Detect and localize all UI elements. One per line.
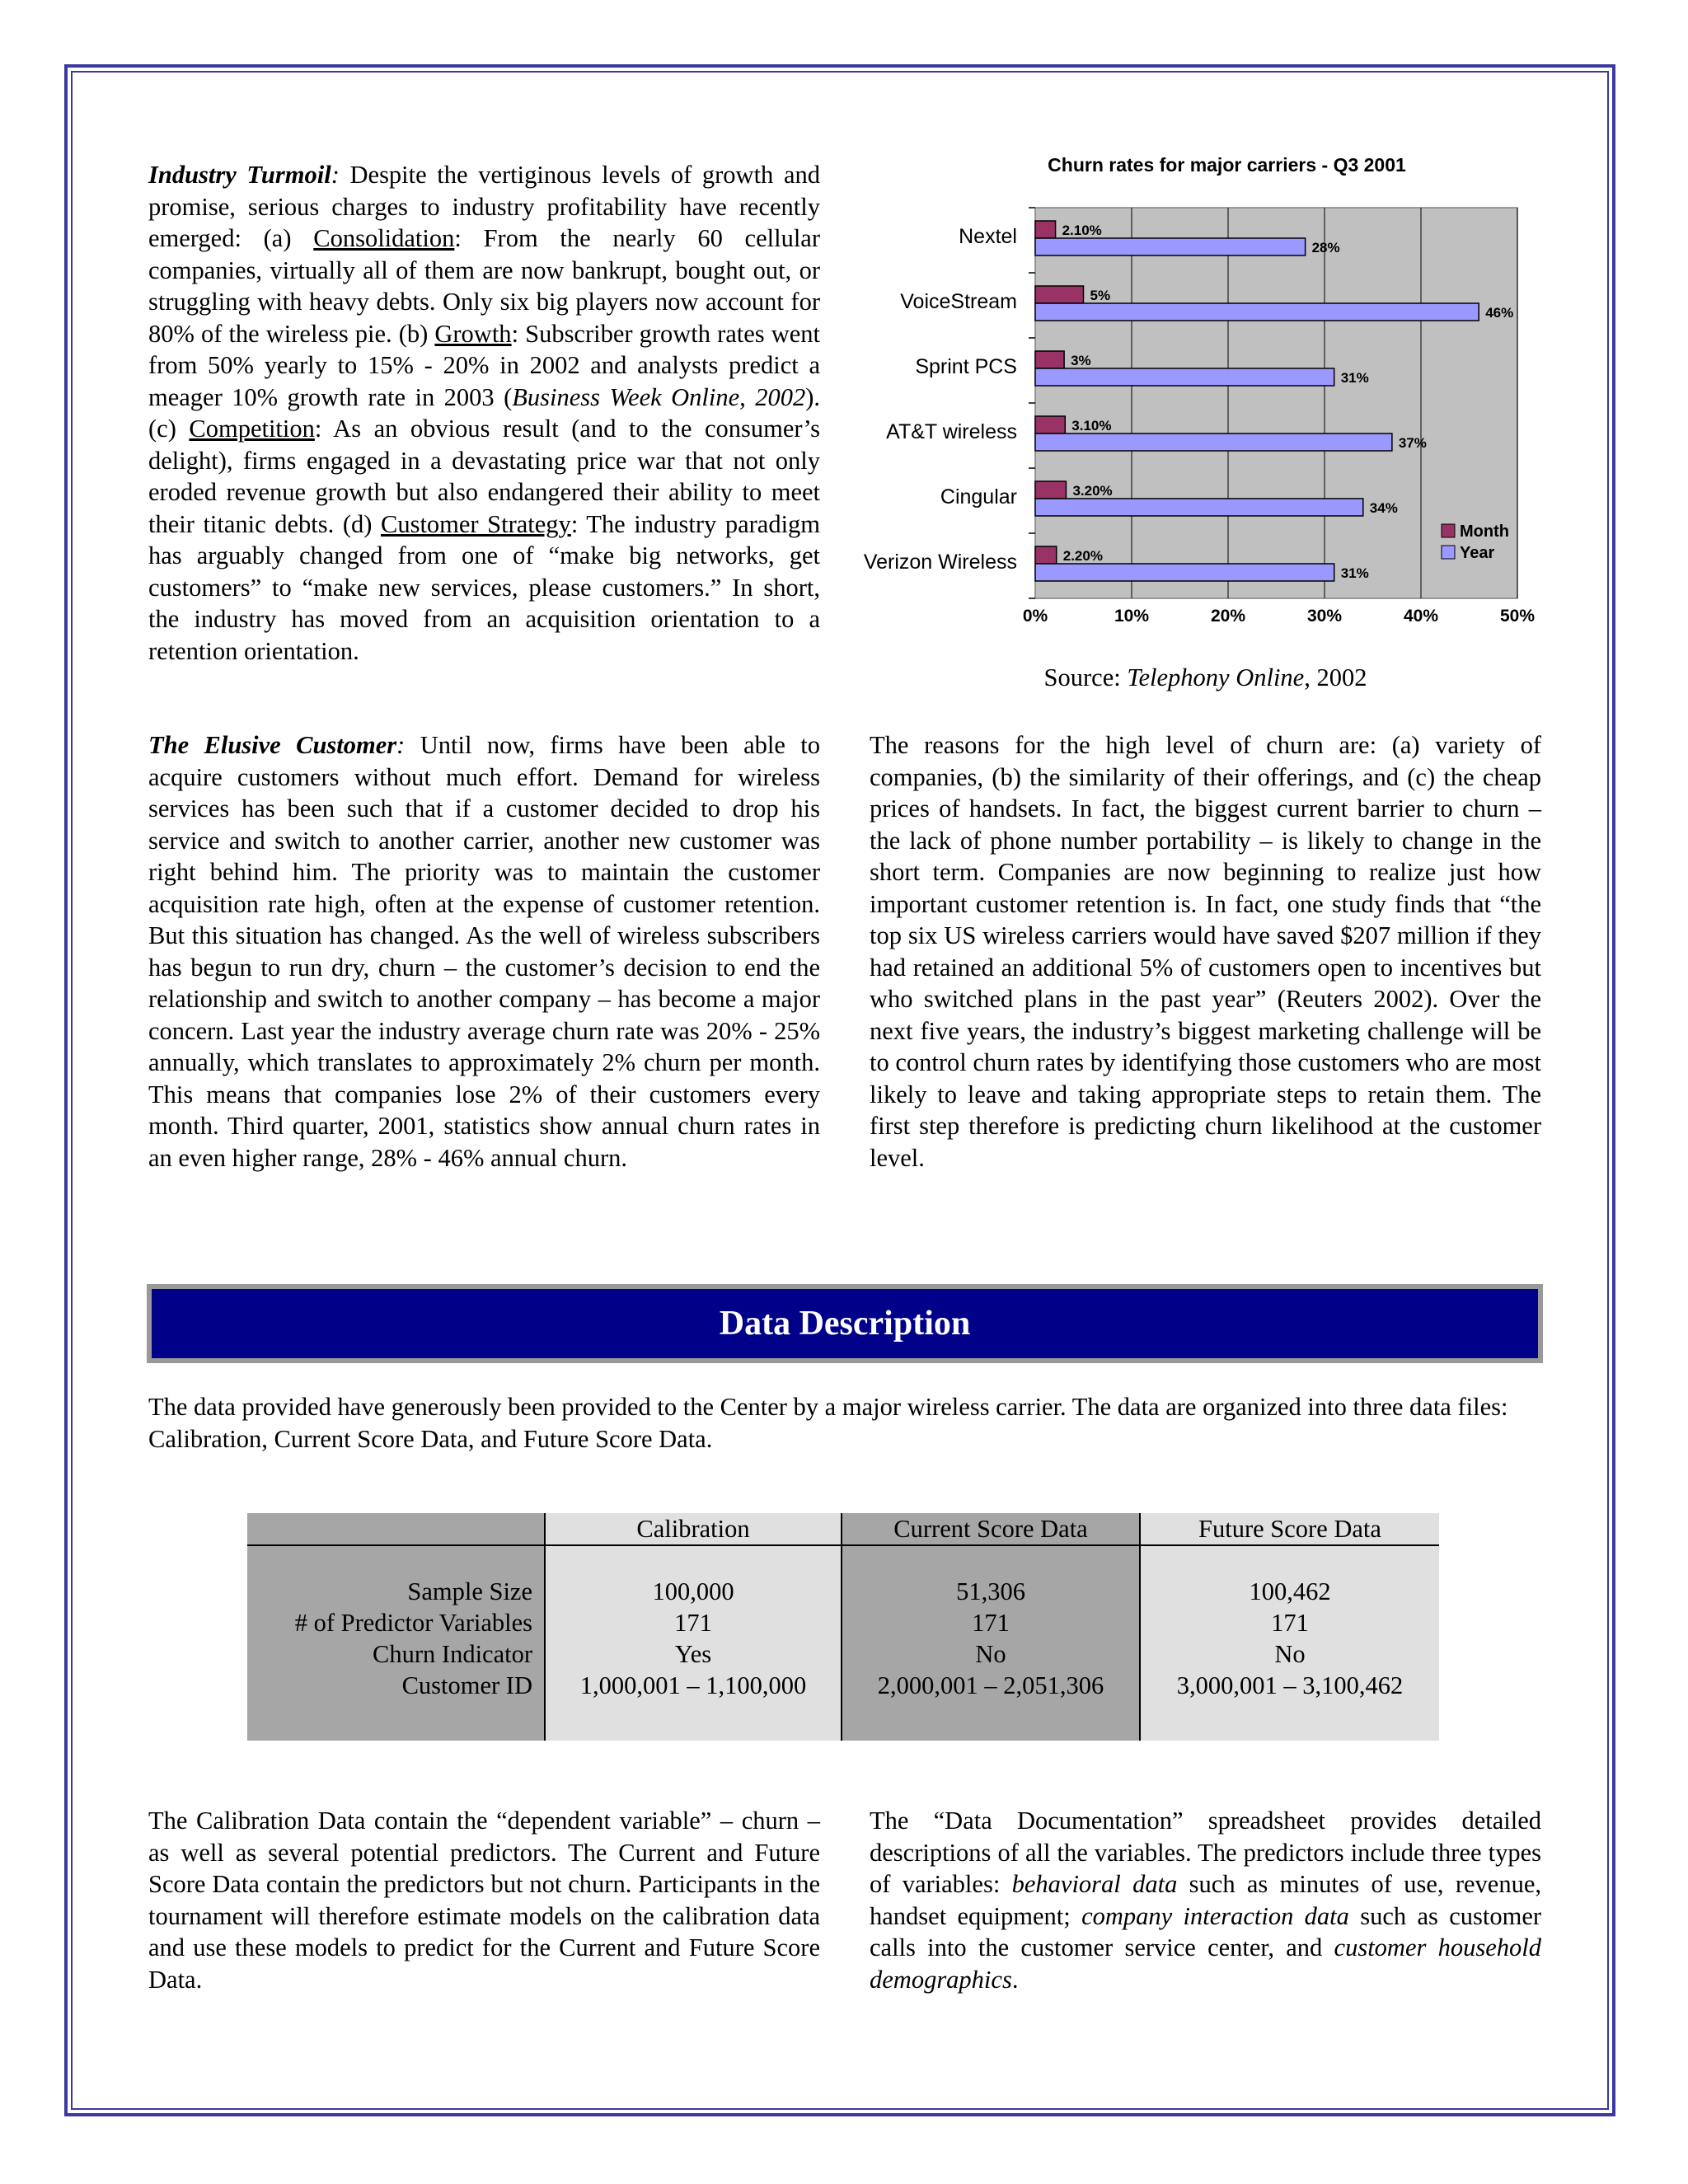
table-row-label: Sample Size bbox=[407, 1577, 532, 1605]
table-cell: 171 bbox=[972, 1609, 1010, 1637]
table-header-rule bbox=[247, 1544, 1439, 1546]
category-label: AT&T wireless bbox=[886, 420, 1017, 443]
turmoil-text-6: : The industry paradigm has arguably changed from one of “make big networks, get customers” to “make new services, please customers.” In short, the industry has moved from an acquisition orientation to a retention orientation. bbox=[148, 509, 821, 665]
table-row-label: Customer ID bbox=[401, 1671, 532, 1699]
data-label: 3.10% bbox=[1071, 418, 1112, 434]
bar-month bbox=[1035, 546, 1057, 564]
elusive-customer-text: Until now, firms have been able to acquire customers without much effort. Demand for wireless services has been such that if a customer decided to drop his service and switch to another carrier, another new customer was right behind him. The priority was to maintain the customer acquisition rate high, often at the expense of customer retention. But this situation has changed. As the well of wireless subscribers has begun to run dry, churn – the customer’s decision to end the relationship and switch to another company – has become a major concern. Last year the industry average churn rate was 20% - 25% annually, which translates to approximately 2% churn per month. This means that companies lose 2% of their customers every month. Third quarter, 2001, statistics show annual churn rates in an even higher range, 28% - 46% annual churn. bbox=[148, 731, 821, 1172]
table-header: Calibration bbox=[636, 1515, 750, 1543]
chart-source-caption bbox=[870, 663, 1541, 692]
table-row-label: Churn Indicator bbox=[373, 1640, 532, 1668]
documentation-text-1: The “Data Documentation” spreadsheet provides detailed descriptions of all the variables. The predictors include three types of variables: bbox=[870, 1807, 1541, 1898]
table-cell: 100,000 bbox=[652, 1577, 734, 1605]
table-header: Current Score Data bbox=[893, 1515, 1088, 1543]
bar-month bbox=[1035, 481, 1066, 499]
data-label: 37% bbox=[1398, 435, 1427, 451]
bar-year bbox=[1035, 499, 1363, 516]
table-cell: 171 bbox=[1271, 1609, 1309, 1637]
table-cell: 1,000,001 – 1,100,000 bbox=[579, 1671, 807, 1699]
source-prefix: Source: bbox=[1043, 663, 1121, 691]
turmoil-text-3: : Subscriber growth rates went from 50% yearly to 15% - 20% in 2002 and analysts predict a meager 10% growth rate in 2003 ( bbox=[148, 319, 821, 411]
elusive-customer-heading: The Elusive Customer bbox=[148, 731, 397, 759]
bar-year bbox=[1035, 303, 1479, 321]
bar-month bbox=[1035, 416, 1065, 434]
x-tick-label: 10% bbox=[1114, 607, 1150, 626]
table-cell: 2,000,001 – 2,051,306 bbox=[877, 1671, 1104, 1699]
industry-turmoil-paragraph: Industry Turmoil: Despite the vertiginous levels of growth and promise, serious charges to industry profitability have recently emerged: (a) Consolidation: From the nearly 60 cellular companies, virtually all of them are now bankrupt, bought out, or struggling with heavy debts. Only six big players now account for 80% of the wireless pie. (b) Growth: Subscriber growth rates went from 50% yearly to 15% - 20% in 2002 and analysts predict a meager 10% growth rate in 2003 (Business Week Online, 2002). (c) Competition: As an obvious result (and to the consumer’s delight), firms engaged in a devastating price war that not only eroded revenue growth but also endangered their ability to meet their titanic debts. (d) Customer Strategy: The industry paradigm has arguably changed from one of “make big networks, get customers” to “make new services, please customers.” In short, the industry has moved from an acquisition orientation to a retention orientation. bbox=[148, 161, 821, 665]
data-label: 3.20% bbox=[1072, 483, 1113, 499]
table-header: Future Score Data bbox=[1198, 1515, 1381, 1543]
category-label: Sprint PCS bbox=[915, 355, 1017, 378]
category-label: Cingular bbox=[940, 485, 1017, 509]
data-label: 46% bbox=[1485, 305, 1514, 321]
documentation-paragraph bbox=[870, 1805, 1541, 1995]
turmoil-text-2: : From the nearly 60 cellular companies, virtually all of them are now bankrupt, bought out, or struggling with heavy debts. Only six big players now account for 80% of the wireless pie. (b) bbox=[148, 224, 820, 348]
calibration-paragraph: The Calibration Data contain the “dependent variable” – churn – as well as several potential predictors. The Current and Future Score Data contain the predictors but not churn. Participants in the tournament will therefore estimate models on the calibration data and use these models to predict for the Current and Future Score Data. bbox=[148, 1807, 820, 1994]
table-cell: No bbox=[1274, 1640, 1306, 1668]
growth-term: Growth bbox=[434, 319, 512, 348]
data-label: 2.10% bbox=[1062, 223, 1102, 238]
x-tick-label: 50% bbox=[1499, 607, 1536, 626]
table-cell: No bbox=[975, 1640, 1006, 1668]
churn-reasons-paragraph: The reasons for the high level of churn are: (a) variety of companies, (b) the similarity of their offerings, and (c) the cheap prices of handsets. In fact, the biggest current barrier to churn – the lack of phone number portability – is likely to change in the short term. Companies are now beginning to realize just how important customer retention is. In fact, one study finds that “the top six US wireless carriers would have saved $207 million if they had retained an additional 5% of customers open to incentives but who switched plans in the past year” (Reuters 2002). Over the next five years, the industry’s biggest marketing challenge will be to control churn rates by identifying those customers who are most likely to leave and taking appropriate steps to retain them. The first step therefore is predicting churn likelihood at the customer level. bbox=[870, 731, 1541, 1172]
table-cell: 3,000,001 – 3,100,462 bbox=[1176, 1671, 1404, 1699]
bar-year bbox=[1035, 434, 1392, 451]
bar-year bbox=[1035, 368, 1334, 386]
table-cell: 171 bbox=[674, 1609, 712, 1637]
category-label: VoiceStream bbox=[900, 290, 1017, 313]
industry-turmoil-heading: Industry Turmoil bbox=[148, 161, 331, 189]
category-label: Verizon Wireless bbox=[863, 551, 1017, 574]
x-tick-label: 0% bbox=[1022, 607, 1048, 626]
bar-year bbox=[1035, 238, 1306, 255]
competition-term: Competition bbox=[189, 415, 315, 443]
data-files-table bbox=[247, 1513, 1439, 1741]
category-label: Nextel bbox=[959, 225, 1017, 248]
bar-month bbox=[1035, 221, 1056, 238]
data-description-banner bbox=[147, 1284, 1543, 1363]
legend-swatch bbox=[1442, 524, 1455, 537]
legend-label: Month bbox=[1460, 523, 1509, 541]
legend-swatch bbox=[1442, 546, 1455, 559]
consolidation-term: Consolidation bbox=[313, 224, 455, 252]
data-label: 2.20% bbox=[1062, 548, 1103, 564]
business-week-citation: Business Week Online, 2002 bbox=[512, 382, 806, 411]
data-description-title: Data Description bbox=[152, 1289, 1538, 1358]
bar-year bbox=[1035, 564, 1334, 581]
company-interaction-term: company interaction data bbox=[1081, 1901, 1349, 1930]
behavioral-data-term: behavioral data bbox=[1011, 1870, 1178, 1898]
demographics-term: customer household demographics bbox=[870, 1933, 1541, 1994]
turmoil-text-1: Despite the vertiginous levels of growth and promise, serious charges to industry profitability have recently emerged: (a) bbox=[148, 161, 820, 252]
data-label: 5% bbox=[1090, 288, 1111, 303]
turmoil-text-4: ). (c) bbox=[148, 382, 820, 443]
table-cell: Yes bbox=[674, 1640, 712, 1668]
data-label: 31% bbox=[1340, 565, 1369, 581]
bar-month bbox=[1035, 351, 1064, 368]
source-year: , 2002 bbox=[1304, 663, 1367, 691]
table-row-label: # of Predictor Variables bbox=[294, 1609, 532, 1637]
table-cell: 100,462 bbox=[1249, 1577, 1331, 1605]
turmoil-text-5: : As an obvious result (and to the consumer’s delight), firms engaged in a devastating price war that not only eroded revenue growth but also endangered their ability to meet their titanic debts. (d) bbox=[148, 415, 821, 538]
data-label: 34% bbox=[1369, 500, 1398, 516]
legend-label: Year bbox=[1460, 544, 1495, 562]
source-publication: Telephony Online bbox=[1127, 663, 1305, 691]
data-description-intro: The data provided have generously been provided to the Center by a major wireless carrier. The data are organized into three data files: Calibration, Current Score Data, and Future Score Data. bbox=[148, 1393, 1508, 1453]
data-label: 28% bbox=[1311, 240, 1340, 255]
plot-area bbox=[1035, 208, 1517, 598]
elusive-customer-paragraph: The Elusive Customer: Until now, firms have been able to acquire customers without much effort. Demand for wireless services has been such that if a customer decided to drop his service and switch to another carrier, another new customer was right behind him. The priority was to maintain the customer acquisition rate high, often at the expense of customer retention. But this situation has changed. As the well of wireless subscribers has begun to run dry, churn – the customer’s decision to end the relationship and switch to another company – has become a major concern. Last year the industry average churn rate was 20% - 25% annually, which translates to approximately 2% churn per month. This means that companies lose 2% of their customers every month. Third quarter, 2001, statistics show annual churn rates in an even higher range, 28% - 46% annual churn. bbox=[148, 731, 821, 1172]
table-cell: 51,306 bbox=[956, 1577, 1025, 1605]
data-label: 31% bbox=[1340, 370, 1369, 386]
churn-rate-chart bbox=[841, 148, 1566, 643]
x-tick-label: 20% bbox=[1210, 607, 1246, 626]
documentation-text-4: . bbox=[1011, 1965, 1019, 1994]
bar-month bbox=[1035, 286, 1084, 303]
documentation-text-3: such as customer calls into the customer service center, and bbox=[870, 1901, 1542, 1961]
data-label: 3% bbox=[1071, 353, 1091, 368]
chart-title: Churn rates for major carriers - Q3 2001 bbox=[1048, 154, 1406, 176]
documentation-text-2: such as minutes of use, revenue, handset equipment; bbox=[870, 1870, 1542, 1930]
x-tick-label: 40% bbox=[1403, 607, 1439, 626]
customer-strategy-term: Customer Strategy bbox=[380, 509, 571, 538]
x-tick-label: 30% bbox=[1306, 607, 1343, 626]
